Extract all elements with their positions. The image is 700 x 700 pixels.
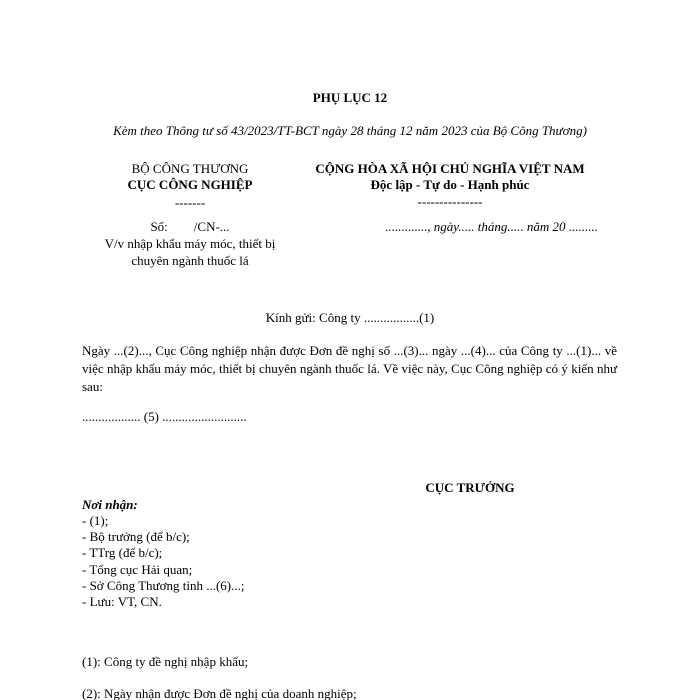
subject-line-1: V/v nhập khẩu máy móc, thiết bị [104, 236, 276, 251]
footnote-2: (2): Ngày nhận được Đơn đề nghị của doanh nghiệp; [82, 686, 357, 700]
date-line [385, 219, 598, 235]
issuer-divider: ------- [174, 195, 206, 210]
recipient-item: - (1); [82, 513, 109, 528]
recipient-item: - TTrg (để b/c); [82, 545, 163, 561]
signer-title: CỤC TRƯỞNG [425, 480, 515, 495]
content-placeholder: .................. (5) .......................... [82, 409, 247, 424]
date-text: ngày..... tháng..... năm 20 ......... [433, 219, 599, 234]
date-place: ............., [385, 219, 434, 234]
department-name: CỤC CÔNG NGHIỆP [127, 177, 253, 192]
body-paragraph: Ngày ...(2)..., Cục Công nghiệp nhận được Đơn đề nghị số ...(3)... ngày ...(4)... của Công ty ...(1)... về việc nhập khẩu máy móc, thiết bị chuyên ngành thuốc lá. Về việc này, Cục Công nghiệp có ý kiến như sau: [82, 343, 617, 394]
recipient-item: - Lưu: VT, CN. [82, 594, 162, 610]
subject-line-2: chuyên ngành thuốc lá [131, 253, 249, 268]
legal-basis-line: Kèm theo Thông tư số 43/2023/TT-BCT ngày 28 tháng 12 năm 2023 của Bộ Công Thương) [113, 123, 587, 138]
document-number: Số: /CN-... [150, 219, 230, 234]
ministry-name: BỘ CÔNG THƯƠNG [131, 161, 249, 176]
salutation: Kính gửi: Công ty .................(1) [265, 310, 435, 325]
recipient-item: - Sở Công Thương tỉnh ...(6)...; [82, 577, 245, 593]
recipients-list [82, 513, 244, 610]
recipients-heading: Nơi nhận: [82, 497, 138, 512]
national-motto: Độc lập - Tự do - Hạnh phúc [370, 177, 530, 192]
nation-name: CỘNG HÒA XÃ HỘI CHỦ NGHĨA VIỆT NAM [315, 161, 585, 176]
footnote-1: (1): Công ty đề nghị nhập khẩu; [82, 654, 249, 669]
appendix-title: PHỤ LỤC 12 [312, 90, 388, 105]
recipient-item: - Tổng cục Hải quan; [82, 561, 193, 577]
recipient-item: - Bộ trưởng (để b/c); [82, 529, 190, 545]
national-divider: --------------- [417, 194, 483, 209]
